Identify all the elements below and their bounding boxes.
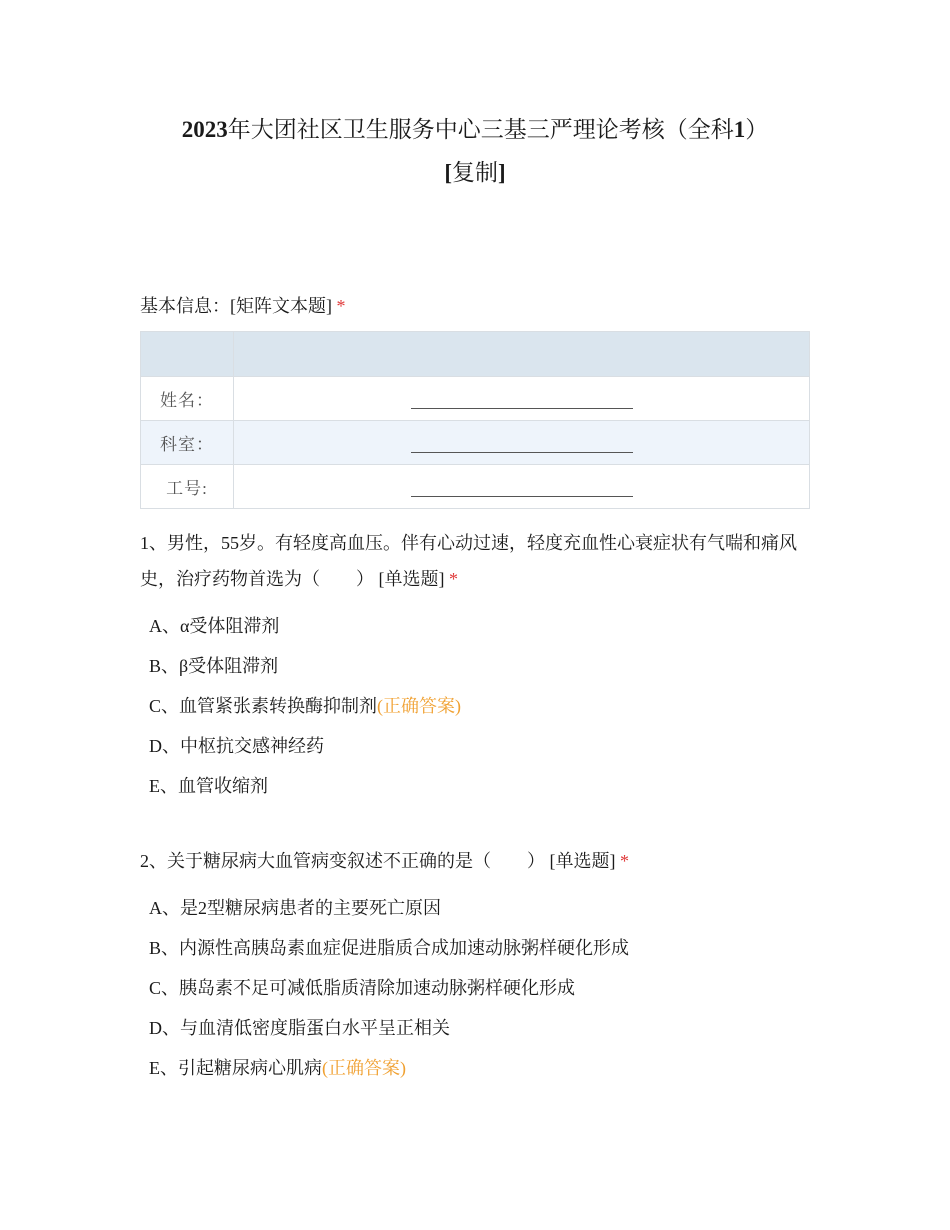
name-field[interactable] <box>234 377 810 421</box>
question-2-option-e[interactable] <box>149 1056 406 1080</box>
option-text: α受体阻滞剂 <box>180 616 280 636</box>
question-2-title <box>140 843 820 879</box>
blank-line <box>411 392 633 409</box>
option-letter: B、 <box>149 938 180 958</box>
question-2-option-b[interactable] <box>149 936 629 960</box>
title-main-text: 年大团社区卫生服务中心三基三严理论考核（全科 <box>227 117 734 142</box>
question-2-option-c[interactable] <box>149 976 575 1000</box>
option-letter: A、 <box>149 616 180 636</box>
option-text: 血管收缩剂 <box>178 776 268 796</box>
title-close-paren: ） <box>745 117 769 142</box>
title-number: 1 <box>733 117 746 142</box>
required-mark: * <box>620 851 629 871</box>
basic-info-heading <box>140 288 820 324</box>
question-1-option-b[interactable] <box>149 654 278 678</box>
option-letter: E、 <box>149 1058 178 1078</box>
question-type-tag: [单选题] <box>378 569 445 589</box>
matrix-row-label: 科室： <box>141 421 234 465</box>
question-text: 男性，55岁。有轻度高血压。伴有心动过速，轻度充血性心衰症状有气喘和痛风史，治疗药物首选为（ ） <box>140 533 797 589</box>
page-title <box>100 108 850 194</box>
blank-line <box>411 436 633 453</box>
title-copy-tag: 复制 <box>452 160 498 185</box>
question-type-tag: [单选题] <box>549 851 616 871</box>
basic-info-label: 基本信息：[矩阵文本题] <box>140 296 332 316</box>
matrix-header-label <box>141 332 234 377</box>
option-letter: A、 <box>149 898 180 918</box>
matrix-header-row <box>141 332 810 377</box>
required-mark: * <box>449 569 458 589</box>
option-text: 血管紧张素转换酶抑制剂 <box>179 696 378 716</box>
option-text: 胰岛素不足可减低脂质清除加速动脉粥样硬化形成 <box>179 978 576 998</box>
title-bracket-close: ] <box>498 160 506 185</box>
option-letter: C、 <box>149 696 180 716</box>
page-title-line-2 <box>100 151 850 194</box>
option-text: 引起糖尿病心肌病 <box>178 1058 322 1078</box>
basic-info-matrix <box>140 331 810 509</box>
option-text: 是2型糖尿病患者的主要死亡原因 <box>180 898 441 918</box>
option-letter: C、 <box>149 978 180 998</box>
option-letter: D、 <box>149 736 180 756</box>
question-number: 2、 <box>140 851 167 871</box>
option-text: 中枢抗交感神经药 <box>180 736 324 756</box>
question-2-option-a[interactable] <box>149 896 441 920</box>
question-1-option-c[interactable] <box>149 694 461 718</box>
title-bracket-open: [ <box>444 160 452 185</box>
correct-answer-marker: (正确答案) <box>322 1058 406 1078</box>
question-1-option-e[interactable] <box>149 774 268 798</box>
page-title-line-1 <box>100 108 850 151</box>
question-2-option-d[interactable] <box>149 1016 450 1040</box>
blank-line <box>411 480 633 497</box>
option-letter: D、 <box>149 1018 180 1038</box>
department-field[interactable] <box>234 421 810 465</box>
matrix-row-label: 姓名： <box>141 377 234 421</box>
matrix-row-employee-id <box>141 465 810 509</box>
question-1-option-d[interactable] <box>149 734 324 758</box>
correct-answer-marker: (正确答案) <box>377 696 462 716</box>
question-1-option-a[interactable] <box>149 614 279 638</box>
question-text: 关于糖尿病大血管病变叙述不正确的是（ ） <box>167 851 545 871</box>
matrix-header-input <box>234 332 810 377</box>
matrix-row-name <box>141 377 810 421</box>
option-letter: B、 <box>149 656 180 676</box>
required-mark: * <box>336 296 346 316</box>
option-text: 内源性高胰岛素血症促进脂质合成加速动脉粥样硬化形成 <box>179 938 630 958</box>
title-year: 2023 <box>181 117 228 142</box>
matrix-row-label: 工号: <box>141 465 234 509</box>
option-text: β受体阻滞剂 <box>179 656 279 676</box>
question-number: 1、 <box>140 533 167 553</box>
option-letter: E、 <box>149 776 178 796</box>
matrix-row-department <box>141 421 810 465</box>
option-text: 与血清低密度脂蛋白水平呈正相关 <box>180 1018 450 1038</box>
employee-id-field[interactable] <box>234 465 810 509</box>
question-1-title <box>140 525 820 597</box>
